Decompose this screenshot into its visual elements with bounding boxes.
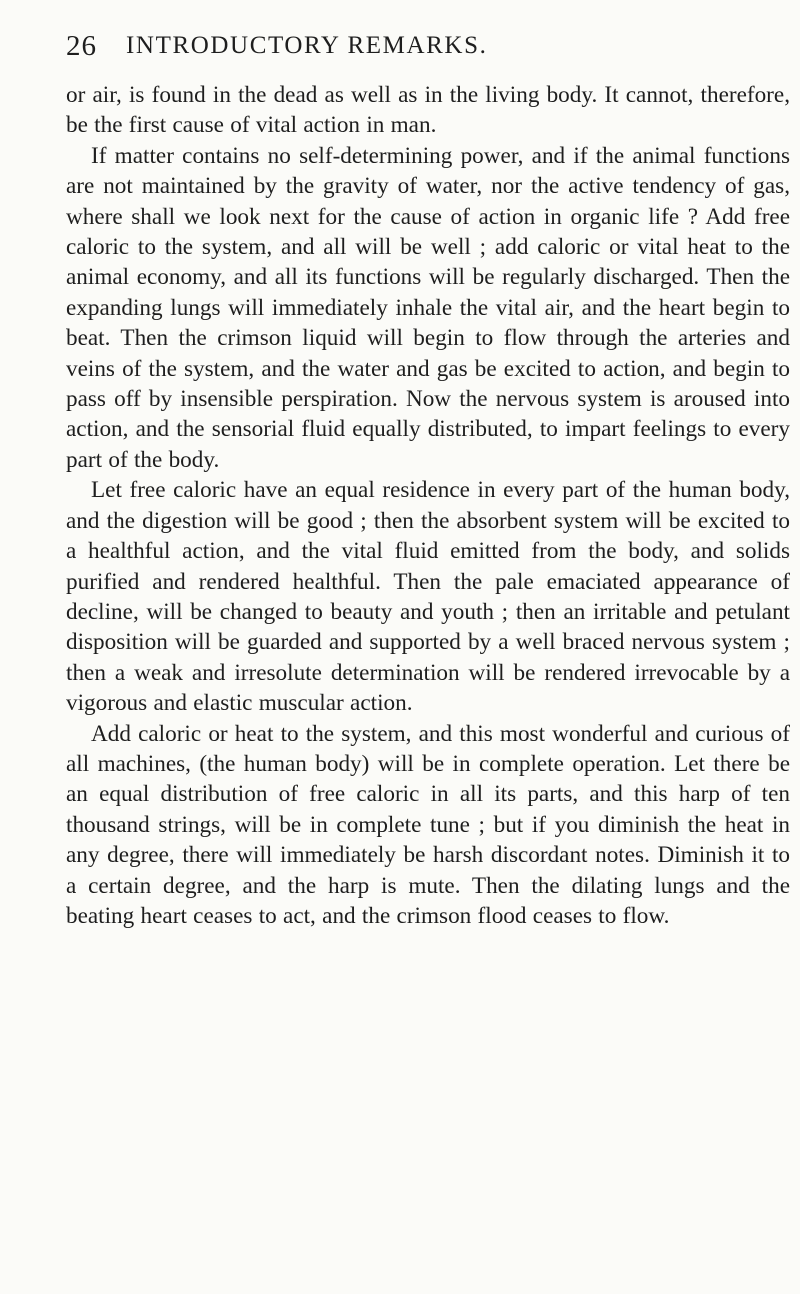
- page-number: 26: [66, 30, 97, 62]
- running-head: [66, 30, 786, 70]
- paragraph-self-determining: If matter contains no self-determining power, and if the animal functions are not maintained by the gravity of water, nor the active tendency of gas, where shall we look next for the cause of action in organic life ? Add free caloric to the system, and all will be well ; add caloric or vital heat to the animal economy, and all its functions will be regularly discharged. Then the expanding lungs will immediately inhale the vital air, and the heart begin to beat. Then the crimson liquid will begin to flow through the arteries and veins of the system, and the water and gas be excited to action, and begin to pass off by insensible perspiration. Now the nervous system is aroused into action, and the sensorial fluid equally distributed, to impart feelings to every part of the body.: [66, 142, 790, 473]
- paragraph-continued: or air, is found in the dead as well as in the living body. It cannot, therefore, be the first cause of vital action in man.: [66, 82, 790, 139]
- body-text: [66, 80, 790, 931]
- running-title: INTRODUCTORY REMARKS.: [126, 32, 488, 59]
- paragraph-harp: Add caloric or heat to the system, and this most wonderful and curious of all machines, (the human body) will be in complete operation. Let there be an equal distribution of free caloric in all its parts, and this harp of ten thousand strings, will be in complete tune ; but if you diminish the heat in any degree, there will immediately be harsh discordant notes. Diminish it to a certain degree, and the harp is mute. Then the dilating lungs and the beating heart ceases to act, and the crimson flood ceases to flow.: [66, 720, 790, 929]
- paragraph-free-caloric: Let free caloric have an equal residence in every part of the human body, and the digestion will be good ; then the absorbent system will be excited to a healthful action, and the vital fluid emitted from the body, and solids purified and rendered healthful. Then the pale emaciated appearance of decline, will be changed to beauty and youth ; then an irritable and petulant disposition will be guarded and supported by a well braced nervous system ; then a weak and irresolute determination will be rendered irrevocable by a vigorous and elastic muscular action.: [66, 477, 790, 717]
